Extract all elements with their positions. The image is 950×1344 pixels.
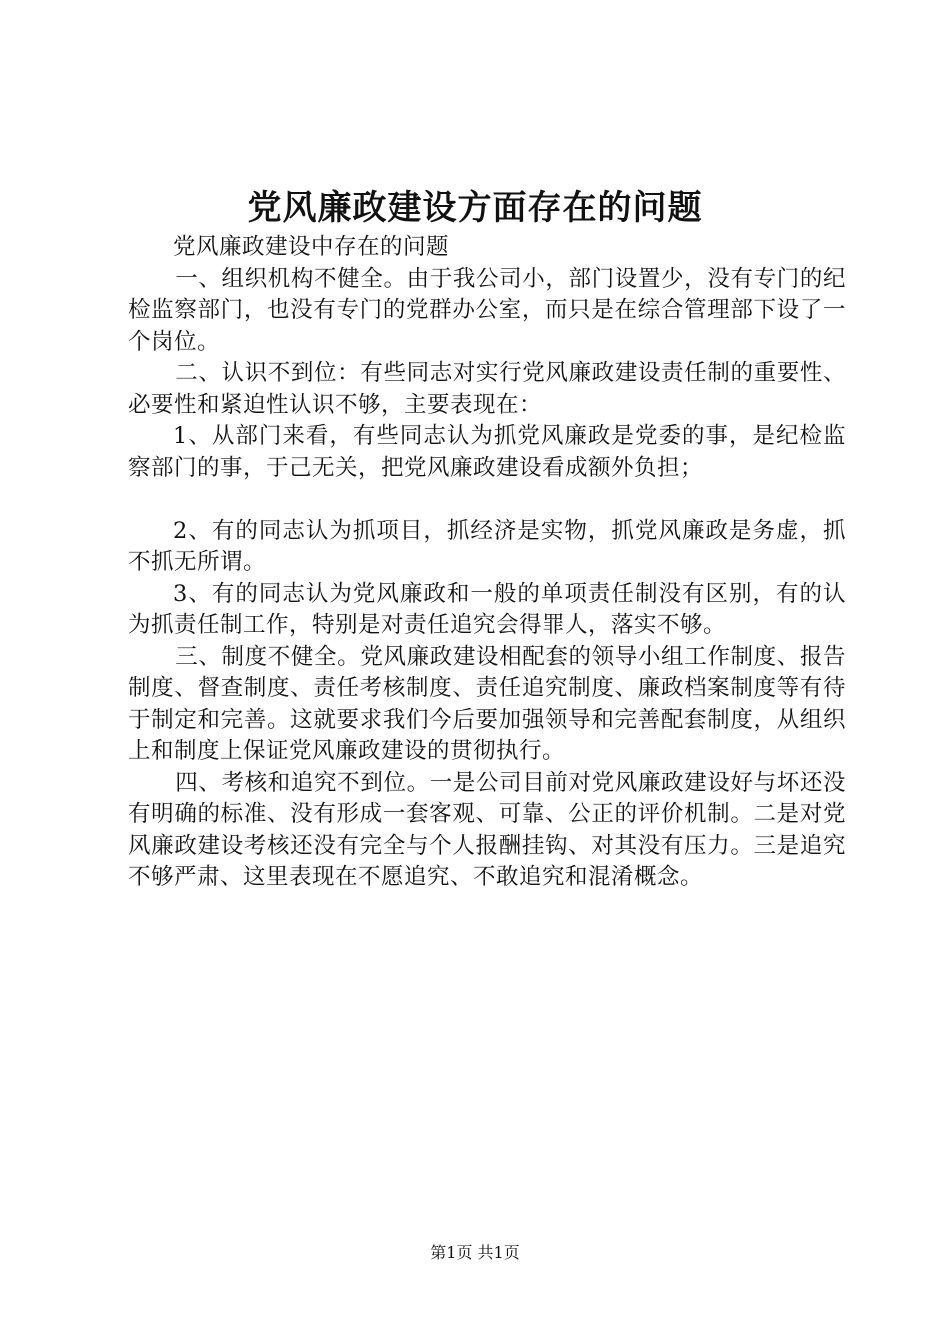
page-number-footer: 第1页 共1页	[430, 1243, 520, 1262]
paragraph-section-3: 三、制度不健全。党风廉政建设相配套的领导小组工作制度、报告制度、督查制度、责任考核制度、责任追究制度、廉政档案制度等有待于制定和完善。这就要求我们今后要加强领导和完善配套制度，从组织上和制度上保证党风廉政建设的贯彻执行。	[128, 643, 846, 764]
paragraph-item-3: 3、有的同志认为党风廉政和一般的单项责任制没有区别，有的认为抓责任制工作，特别是对责任追究会得罪人，落实不够。	[128, 580, 846, 638]
paragraph-item-2: 2、有的同志认为抓项目，抓经济是实物，抓党风廉政是务虚，抓不抓无所谓。	[128, 517, 846, 575]
paragraph-item-1: 1、从部门来看，有些同志认为抓党风廉政是党委的事，是纪检监察部门的事，于己无关，把党风廉政建设看成额外负担；	[128, 423, 846, 481]
document-title: 党风廉政建设方面存在的问题	[247, 188, 703, 228]
paragraph-section-4: 四、考核和追究不到位。一是公司目前对党风廉政建设好与坏还没有明确的标准、没有形成一套客观、可靠、公正的评价机制。二是对党风廉政建设考核还没有完全与个人报酬挂钩、对其没有压力。三是追究不够严肃、这里表现在不愿追究、不敢追究和混淆概念。	[128, 769, 846, 890]
document-body	[128, 232, 846, 894]
blank-line	[128, 484, 846, 516]
paragraph-section-2: 二、认识不到位：有些同志对实行党风廉政建设责任制的重要性、必要性和紧迫性认识不够，主要表现在：	[128, 360, 846, 418]
paragraph-subtitle: 党风廉政建设中存在的问题	[173, 234, 450, 260]
paragraph-section-1: 一、组织机构不健全。由于我公司小，部门设置少，没有专门的纪检监察部门，也没有专门的党群办公室，而只是在综合管理部下设了一个岗位。	[128, 265, 846, 355]
